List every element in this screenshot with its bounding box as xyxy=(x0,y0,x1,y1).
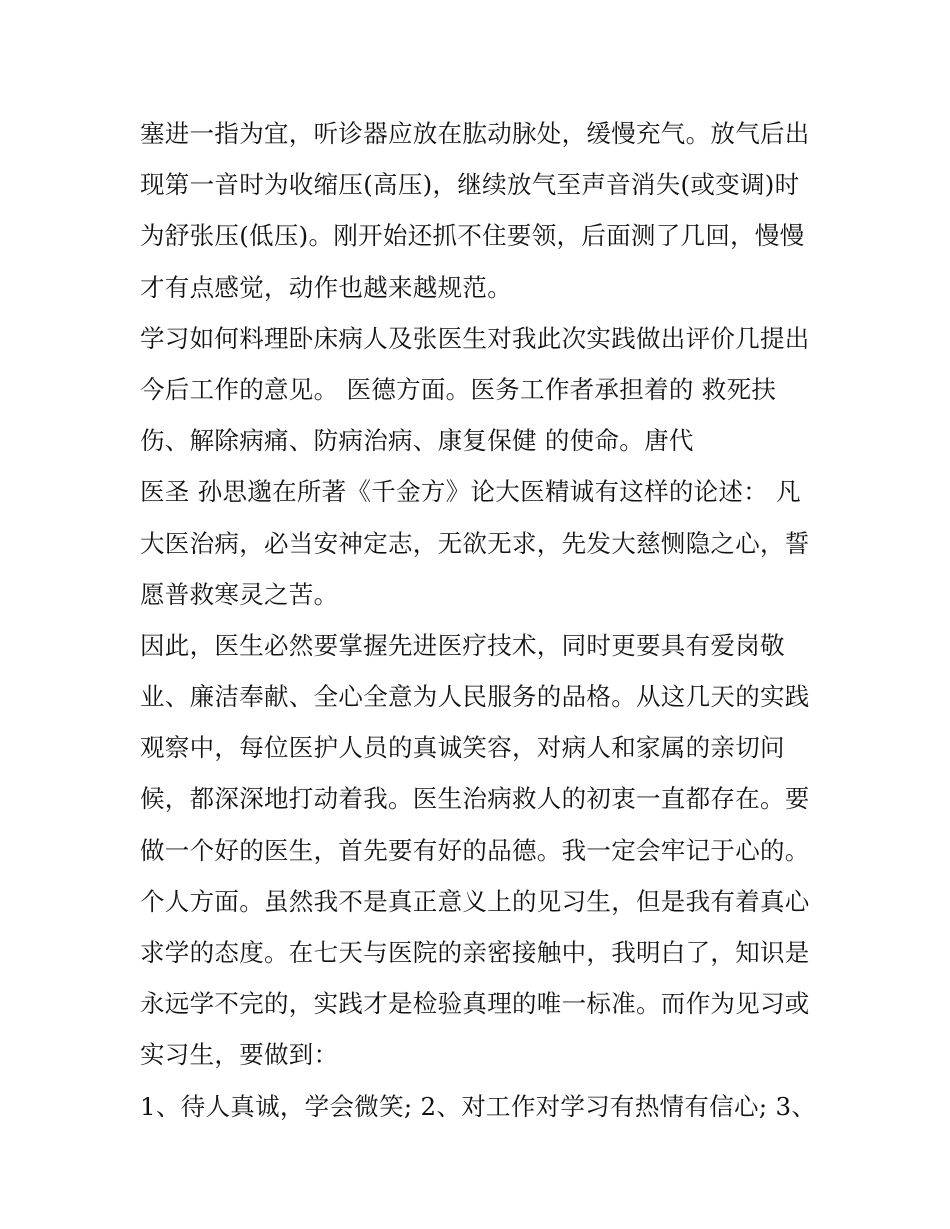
text-line: 为舒张压(低压)。刚开始还抓不住要领，后面测了几回，慢慢 xyxy=(140,221,805,251)
text-line: 今后工作的意见。 医德方面。医务工作者承担着的 救死扶 xyxy=(140,374,777,404)
text-line: 业、廉洁奉献、全心全意为人民服务的品格。从这几天的实践 xyxy=(140,682,810,712)
text-line: 实习生，要做到： xyxy=(140,1040,339,1070)
text-line: 塞进一指为宜，听诊器应放在肱动脉处，缓慢充气。放气后出 xyxy=(140,119,810,148)
text-line: 候，都深深地打动着我。医生治病救人的初衷一直都存在。要 xyxy=(140,784,810,814)
body-text xyxy=(140,108,820,1132)
text-line: 1、待人真诚，学会微笑; 2、对工作对学习有热情有信心; 3、 xyxy=(140,1091,817,1121)
text-line: 观察中，每位医护人员的真诚笑容，对病人和家属的亲切问 xyxy=(140,733,785,763)
text-line: 学习如何料理卧床病人及张医生对我此次实践做出评价几提出 xyxy=(140,323,810,353)
text-line: 大医治病，必当安神定志，无欲无求，先发大慈恻隐之心，誓 xyxy=(140,528,810,558)
text-line: 个人方面。虽然我不是真正意义上的见习生，但是我有着真心 xyxy=(140,886,810,916)
text-line: 愿普救寒灵之苦。 xyxy=(140,579,339,609)
text-line: 求学的态度。在七天与医院的亲密接触中，我明白了，知识是 xyxy=(140,938,810,967)
text-line: 才有点感觉，动作也越来越规范。 xyxy=(140,272,512,302)
text-line: 医圣 孙思邈在所著《千金方》论大医精诚有这样的论述： 凡 xyxy=(140,477,801,507)
text-line: 做一个好的医生，首先要有好的品德。我一定会牢记于心的。 xyxy=(140,835,810,865)
text-line: 因此，医生必然要掌握先进医疗技术，同时更要具有爱岗敬 xyxy=(140,630,785,660)
text-line: 永远学不完的，实践才是检验真理的唯一标准。而作为见习或 xyxy=(140,989,810,1019)
text-line: 现第一音时为收缩压(高压)，继续放气至声音消失(或变调)时 xyxy=(140,170,800,200)
text-line: 伤、解除病痛、防病治病、康复保健 的使命。唐代 xyxy=(140,426,694,456)
